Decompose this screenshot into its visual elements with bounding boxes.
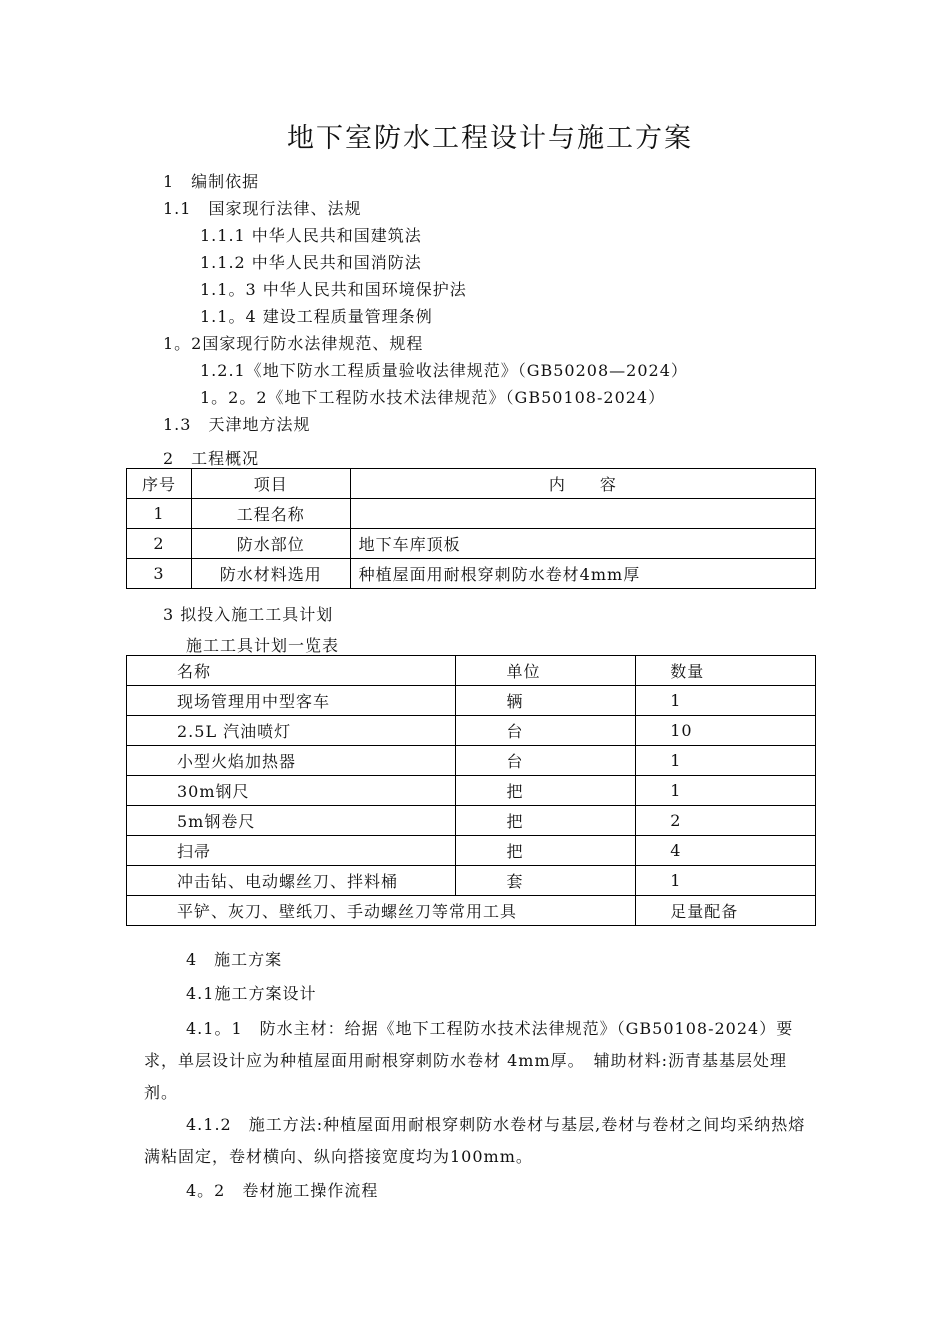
outline-item: 1。2。2《地下工程防水技术法律规范》（GB50108-2024） bbox=[200, 388, 666, 407]
table-cell: 地下车库顶板 bbox=[350, 529, 815, 559]
section-heading: 1 编制依据 bbox=[163, 172, 260, 191]
subsection-heading: 1。2国家现行防水法律规范、规程 bbox=[163, 334, 424, 353]
table-header-row bbox=[127, 469, 816, 499]
table-cell: 1 bbox=[636, 776, 816, 806]
table-header-cell: 项目 bbox=[191, 469, 350, 499]
table-cell: 工程名称 bbox=[191, 499, 350, 529]
table-cell: 4 bbox=[636, 836, 816, 866]
table-header-cell: 单位 bbox=[456, 656, 636, 686]
table-row bbox=[127, 776, 816, 806]
table-cell: 平铲、灰刀、壁纸刀、手动螺丝刀等常用工具 bbox=[127, 896, 636, 926]
table-cell: 套 bbox=[456, 866, 636, 896]
table-cell: 5m钢卷尺 bbox=[127, 806, 456, 836]
table-row bbox=[127, 529, 816, 559]
subsection-heading: 4。2 卷材施工操作流程 bbox=[186, 1181, 379, 1200]
table-cell: 10 bbox=[636, 716, 816, 746]
subsection-heading: 1.1 国家现行法律、法规 bbox=[163, 199, 362, 218]
table-row bbox=[127, 866, 816, 896]
table-cell: 1 bbox=[127, 499, 192, 529]
table-cell: 冲击钻、电动螺丝刀、拌料桶 bbox=[127, 866, 456, 896]
table-cell: 1 bbox=[636, 746, 816, 776]
overview-table bbox=[126, 468, 816, 589]
table-cell: 1 bbox=[636, 866, 816, 896]
table-row bbox=[127, 896, 816, 926]
section-heading: 4 施工方案 bbox=[186, 950, 283, 969]
paragraph: 4.1.2 施工方法:种植屋面用耐根穿刺防水卷材与基层,卷材与卷材之间均采纳热熔满粘固定，卷材横向、纵向搭接宽度均为100mm。 bbox=[144, 1115, 806, 1166]
section-heading: 3 拟投入施工工具计划 bbox=[163, 605, 334, 624]
table-caption: 施工工具计划一览表 bbox=[186, 636, 340, 655]
table-cell: 辆 bbox=[456, 686, 636, 716]
table-header-cell: 数量 bbox=[636, 656, 816, 686]
table-cell: 30m钢尺 bbox=[127, 776, 456, 806]
table-cell: 2 bbox=[636, 806, 816, 836]
table-cell: 防水材料选用 bbox=[191, 559, 350, 589]
table-row bbox=[127, 806, 816, 836]
table-row bbox=[127, 559, 816, 589]
page-title: 地下室防水工程设计与施工方案 bbox=[287, 123, 693, 154]
table-cell: 防水部位 bbox=[191, 529, 350, 559]
table-cell: 现场管理用中型客车 bbox=[127, 686, 456, 716]
table-header-cell: 名称 bbox=[127, 656, 456, 686]
subsection-heading: 1.3 天津地方法规 bbox=[163, 415, 311, 434]
subsection-heading: 4.1施工方案设计 bbox=[186, 984, 317, 1003]
table-cell: 3 bbox=[127, 559, 192, 589]
table-cell: 种植屋面用耐根穿刺防水卷材4mm厚 bbox=[350, 559, 815, 589]
table-cell: 台 bbox=[456, 746, 636, 776]
table-header-cell: 内 容 bbox=[350, 469, 815, 499]
table-cell: 把 bbox=[456, 806, 636, 836]
table-row bbox=[127, 716, 816, 746]
table-cell: 2.5L 汽油喷灯 bbox=[127, 716, 456, 746]
table-cell: 台 bbox=[456, 716, 636, 746]
table-cell: 1 bbox=[636, 686, 816, 716]
table-cell: 足量配备 bbox=[636, 896, 816, 926]
table-row bbox=[127, 686, 816, 716]
outline-item: 1.1。3 中华人民共和国环境保护法 bbox=[200, 280, 467, 299]
paragraph: 4.1。1 防水主材：给据《地下工程防水技术法律规范》（GB50108-2024）要求，单层设计应为种植屋面用耐根穿刺防水卷材 4mm厚。 辅助材料:沥青基基层处理剂。 bbox=[144, 1019, 794, 1102]
table-row bbox=[127, 499, 816, 529]
table-cell: 2 bbox=[127, 529, 192, 559]
table-cell: 小型火焰加热器 bbox=[127, 746, 456, 776]
table-cell: 扫帚 bbox=[127, 836, 456, 866]
section-heading: 2 工程概况 bbox=[163, 449, 260, 468]
table-cell: 把 bbox=[456, 776, 636, 806]
outline-item: 1.2.1《地下防水工程质量验收法律规范》（GB50208—2024） bbox=[200, 361, 688, 380]
outline-item: 1.1.1 中华人民共和国建筑法 bbox=[200, 226, 422, 245]
outline-item: 1.1.2 中华人民共和国消防法 bbox=[200, 253, 422, 272]
outline-item: 1.1。4 建设工程质量管理条例 bbox=[200, 307, 433, 326]
table-cell bbox=[350, 499, 815, 529]
table-header-cell: 序号 bbox=[127, 469, 192, 499]
table-cell: 把 bbox=[456, 836, 636, 866]
tools-table bbox=[126, 655, 816, 926]
table-row bbox=[127, 746, 816, 776]
table-header-row bbox=[127, 656, 816, 686]
table-row bbox=[127, 836, 816, 866]
